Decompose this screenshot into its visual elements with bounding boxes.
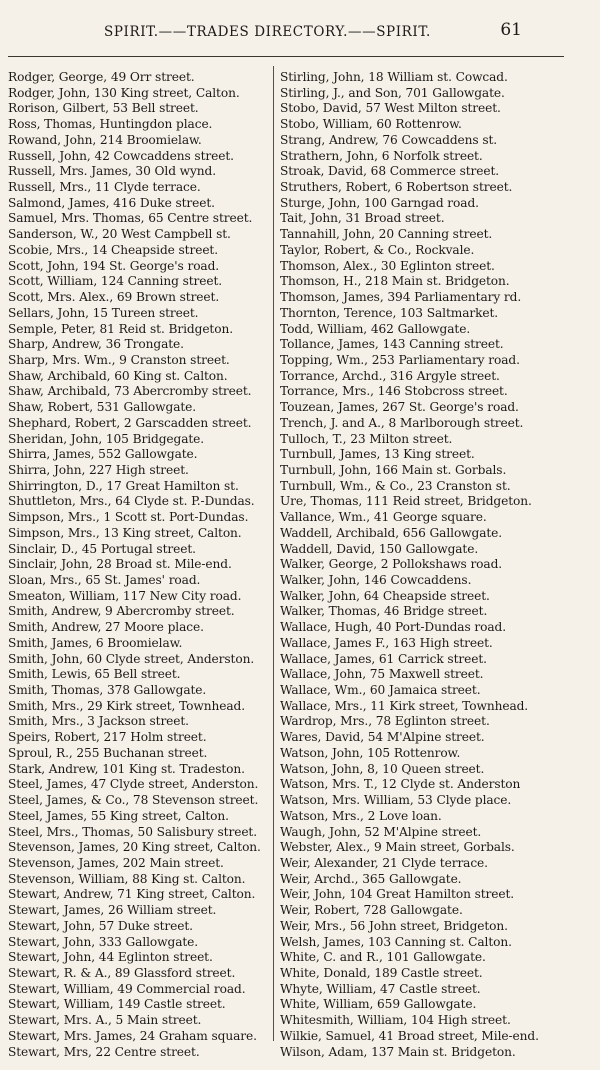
directory-entry: Turnbull, John, 166 Main st. Gorbals. [280,462,507,477]
directory-entry: Smith, John, 60 Clyde street, Anderston. [8,651,255,666]
directory-entry: Simpson, Mrs., 1 Scott st. Port-Dundas. [8,510,249,525]
directory-entry: Sinclair, D., 45 Portugal street. [8,541,196,556]
directory-entry: White, William, 659 Gallowgate. [280,997,477,1012]
directory-entry: Webster, Alex., 9 Main street, Gorbals. [280,840,515,855]
directory-entry: Struthers, Robert, 6 Robertson street. [280,180,513,195]
directory-entry: Smith, Andrew, 27 Moore place. [8,620,204,635]
directory-entry: Stewart, James, 26 William street. [8,903,217,918]
directory-entry: Wallace, John, 75 Maxwell street. [280,667,484,682]
directory-entry: Russell, Mrs., 11 Clyde terrace. [8,180,201,195]
directory-entry: Weir, Robert, 728 Gallowgate. [280,903,463,918]
directory-entry: Watson, John, 105 Rottenrow. [280,745,461,760]
directory-entry: Rodger, John, 130 King street, Calton. [8,85,240,100]
directory-entry: Wardrop, Mrs., 78 Eglinton street. [280,714,490,729]
running-title: SPIRIT.——TRADES DIRECTORY.——SPIRIT. [104,24,431,40]
directory-entry: Smeaton, William, 117 New City road. [8,588,242,603]
directory-entry: Watson, Mrs. William, 53 Clyde place. [280,793,512,808]
directory-entry: Sellars, John, 15 Tureen street. [8,305,199,320]
directory-entry: Steel, James, 47 Clyde street, Anderston. [8,777,259,792]
directory-entry: Turnbull, James, 13 King street. [280,447,475,462]
directory-entry: Smith, Andrew, 9 Abercromby street. [8,604,235,619]
directory-entry: Shephard, Robert, 2 Garscadden street. [8,415,252,430]
directory-entry: Torrance, Mrs., 146 Stobcross street. [280,384,508,399]
directory-entry: Wallace, Mrs., 11 Kirk street, Townhead. [280,698,529,713]
directory-entry: Rowand, John, 214 Broomielaw. [8,132,202,147]
directory-entry: Sloan, Mrs., 65 St. James' road. [8,573,201,587]
directory-entry: Stewart, John, 44 Eglinton street. [8,950,213,965]
directory-entry: Wallace, Wm., 60 Jamaica street. [280,683,481,698]
directory-entry: Wallace, Hugh, 40 Port-Dundas road. [280,620,506,635]
directory-entry: Shaw, Archibald, 60 King st. Calton. [8,368,228,383]
directory-entry: Stewart, William, 149 Castle street. [8,997,226,1012]
directory-entry: Weir, Archd., 365 Gallowgate. [280,871,462,886]
directory-entry: Stirling, J., and Son, 701 Gallowgate. [280,85,505,100]
directory-entry: Welsh, James, 103 Canning st. Calton. [280,934,512,949]
directory-entry: Stroak, David, 68 Commerce street. [280,164,500,179]
directory-entry: Shaw, Robert, 531 Gallowgate. [8,400,197,415]
directory-entry: Smith, Thomas, 378 Gallowgate. [8,683,207,698]
directory-entry: Wallace, James F., 163 High street. [280,635,493,650]
directory-entry: Sproul, R., 255 Buchanan street. [8,745,208,760]
directory-entry: White, C. and R., 101 Gallowgate. [280,950,486,965]
right-column [280,70,565,1060]
directory-entry: Shaw, Archibald, 73 Abercromby street. [8,384,252,399]
directory-entry: Shirrington, D., 17 Great Hamilton st. [8,478,239,493]
directory-entry: Strang, Andrew, 76 Cowcaddens st. [280,132,498,147]
directory-entry: Steel, Mrs., Thomas, 50 Salisbury street. [8,824,257,839]
left-column [8,70,268,1060]
directory-entry: Stewart, Mrs. James, 24 Graham square. [8,1028,257,1043]
directory-entry: Waddell, David, 150 Gallowgate. [280,541,479,556]
directory-entry: Shirra, John, 227 High street. [8,462,189,477]
directory-entry: Waugh, John, 52 M'Alpine street. [280,824,482,839]
directory-entry: Watson, Mrs., 2 Love loan. [280,808,442,823]
directory-entry: Walker, John, 146 Cowcaddens. [280,573,472,587]
directory-entry: Scobie, Mrs., 14 Cheapside street. [8,242,219,257]
directory-entry: Scott, William, 124 Canning street. [8,274,223,289]
directory-entry: Vallance, Wm., 41 George square. [280,510,487,525]
directory-entry: Todd, William, 462 Gallowgate. [280,321,471,336]
directory-entry: Steel, James, 55 King street, Calton. [8,808,229,823]
directory-entry: Walker, John, 64 Cheapside street. [280,588,490,603]
directory-entry: Weir, Mrs., 56 John street, Bridgeton. [280,918,508,933]
directory-entry: Watson, Mrs. T., 12 Clyde st. Anderston [280,777,521,792]
directory-entry: Walker, George, 2 Pollokshaws road. [280,557,503,572]
directory-entry: Rorison, Gilbert, 53 Bell street. [8,101,199,116]
directory-entry: Sanderson, W., 20 West Campbell st. [8,227,231,242]
directory-entry: Stark, Andrew, 101 King st. Tradeston. [8,761,245,776]
directory-entry: Stevenson, William, 88 King st. Calton. [8,871,246,886]
directory-entry: Weir, John, 104 Great Hamilton street. [280,887,515,902]
directory-entry: Wilkie, Samuel, 41 Broad street, Mile-end. [280,1028,539,1043]
directory-entry: Smith, Mrs., 3 Jackson street. [8,714,189,729]
directory-entry: Wares, David, 54 M'Alpine street. [280,730,485,745]
directory-entry: White, Donald, 189 Castle street. [280,965,483,980]
page-number: 61 [500,20,522,40]
directory-entry: Wilson, Adam, 137 Main st. Bridgeton. [280,1044,516,1059]
directory-entry: Russell, Mrs. James, 30 Old wynd. [8,164,217,179]
directory-entry: Semple, Peter, 81 Reid st. Bridgeton. [8,321,233,336]
directory-entry: Thornton, Terence, 103 Saltmarket. [280,305,499,320]
directory-entry: Thomson, James, 394 Parliamentary rd. [280,290,522,305]
directory-entry: Turnbull, Wm., & Co., 23 Cranston st. [280,478,511,493]
directory-entry: Scott, Mrs. Alex., 69 Brown street. [8,290,220,305]
directory-entry: Walker, Thomas, 46 Bridge street. [280,604,488,619]
directory-entry: Stewart, R. & A., 89 Glassford street. [8,965,236,980]
directory-entry: Salmond, James, 416 Duke street. [8,195,215,210]
directory-entry: Smith, James, 6 Broomielaw. [8,635,183,650]
directory-entry: Weir, Alexander, 21 Clyde terrace. [280,855,488,870]
column-divider [273,66,274,1041]
directory-entry: Touzean, James, 267 St. George's road. [280,400,519,415]
directory-entry: Sharp, Mrs. Wm., 9 Cranston street. [8,352,230,367]
header-rule [8,56,564,57]
directory-entry: Taylor, Robert, & Co., Rockvale. [280,242,475,257]
directory-entry: Ure, Thomas, 111 Reid street, Bridgeton. [280,494,532,509]
directory-entry: Stewart, Mrs, 22 Centre street. [8,1044,200,1059]
directory-entry: Rodger, George, 49 Orr street. [8,70,195,84]
directory-entry: Stevenson, James, 20 King street, Calton. [8,840,261,855]
directory-entry: Stobo, William, 60 Rottenrow. [280,117,462,132]
directory-entry: Whitesmith, William, 104 High street. [280,1013,511,1028]
directory-entry: Samuel, Mrs. Thomas, 65 Centre street. [8,211,253,226]
directory-entry: Stewart, John, 57 Duke street. [8,918,193,933]
directory-entry: Simpson, Mrs., 13 King street, Calton. [8,525,242,540]
directory-entry: Sturge, John, 100 Garngad road. [280,195,479,210]
directory-entry: Speirs, Robert, 217 Holm street. [8,730,207,745]
directory-entry: Tollance, James, 143 Canning street. [280,337,504,352]
directory-entry: Torrance, Archd., 316 Argyle street. [280,368,500,383]
directory-entry: Stobo, David, 57 West Milton street. [280,101,501,116]
directory-entry: Tannahill, John, 20 Canning street. [280,227,493,242]
directory-entry: Stirling, John, 18 William st. Cowcad. [280,70,508,84]
directory-entry: Trench, J. and A., 8 Marlborough street. [280,415,524,430]
directory-entry: Shuttleton, Mrs., 64 Clyde st. P.-Dundas. [8,494,255,509]
directory-entry: Smith, Mrs., 29 Kirk street, Townhead. [8,698,246,713]
directory-entry: Waddell, Archibald, 656 Gallowgate. [280,525,503,540]
directory-entry: Whyte, William, 47 Castle street. [280,981,481,996]
directory-entry: Scott, John, 194 St. George's road. [8,258,220,273]
page-header [0,20,600,46]
directory-entry: Stewart, John, 333 Gallowgate. [8,934,199,949]
directory-entry: Topping, Wm., 253 Parliamentary road. [280,352,520,367]
directory-entry: Sinclair, John, 28 Broad st. Mile-end. [8,557,232,572]
directory-entry: Stewart, Andrew, 71 King street, Calton. [8,887,256,902]
directory-entry: Strathern, John, 6 Norfolk street. [280,148,483,163]
directory-entry: Stevenson, James, 202 Main street. [8,855,224,870]
directory-entry: Sheridan, John, 105 Bridgegate. [8,431,205,446]
directory-entry: Thomson, H., 218 Main st. Bridgeton. [280,274,510,289]
directory-entry: Tait, John, 31 Broad street. [280,211,445,226]
directory-entry: Sharp, Andrew, 36 Trongate. [8,337,184,352]
directory-entry: Stewart, Mrs. A., 5 Main street. [8,1013,202,1028]
directory-entry: Smith, Lewis, 65 Bell street. [8,667,181,682]
directory-entry: Shirra, James, 552 Gallowgate. [8,447,198,462]
directory-entry: Tulloch, T., 23 Milton street. [280,431,453,446]
directory-entry: Wallace, James, 61 Carrick street. [280,651,487,666]
directory-entry: Stewart, William, 49 Commercial road. [8,981,246,996]
directory-entry: Steel, James, & Co., 78 Stevenson street. [8,793,259,808]
directory-entry: Watson, John, 8, 10 Queen street. [280,761,485,776]
directory-entry: Thomson, Alex., 30 Eglinton street. [280,258,495,273]
directory-entry: Russell, John, 42 Cowcaddens street. [8,148,234,163]
directory-entry: Ross, Thomas, Huntingdon place. [8,117,213,132]
